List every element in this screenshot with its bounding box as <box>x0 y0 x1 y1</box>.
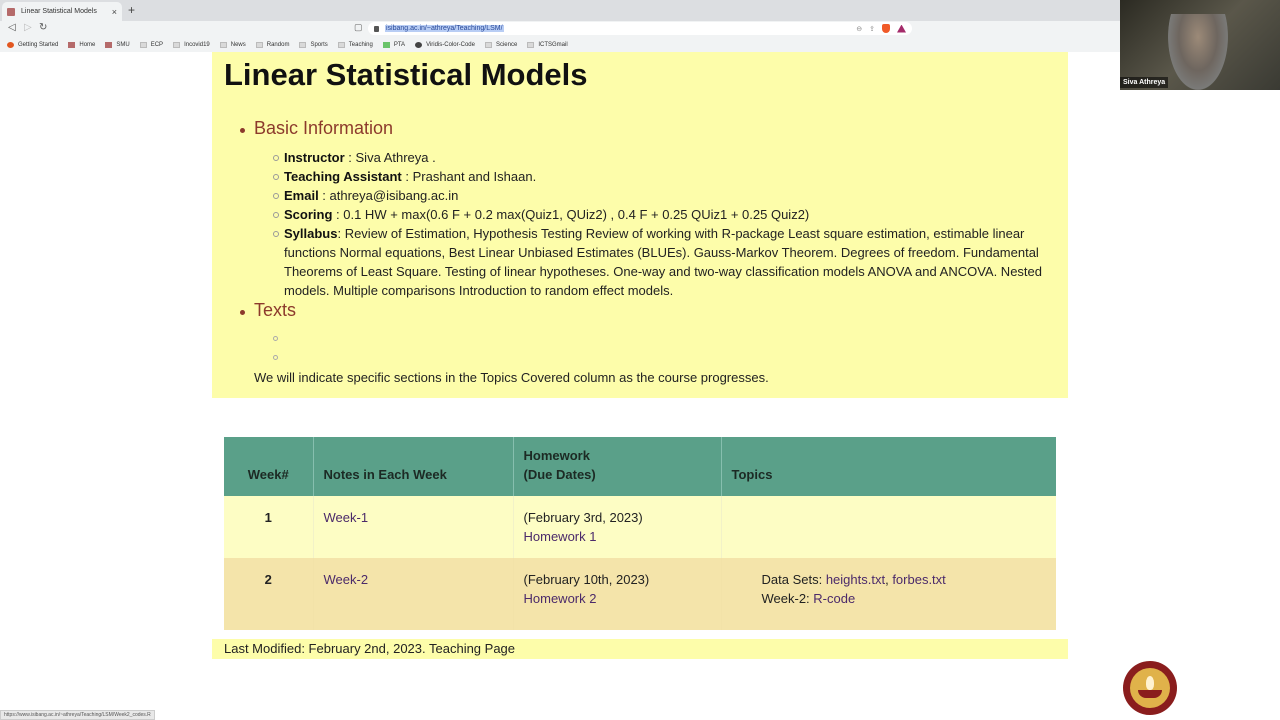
dataset-link-forbes[interactable]: forbes.txt <box>892 572 946 587</box>
bookmark-ecp[interactable]: ECP <box>140 42 163 48</box>
homework-cell <box>513 496 721 558</box>
ta-item: Teaching Assistant : Prashant and Ishaan. <box>284 167 1044 186</box>
header-notes: Notes in Each Week <box>313 437 513 496</box>
week-notes-link[interactable]: Week-2 <box>323 572 369 587</box>
zoom-icon[interactable]: ⊖ <box>856 25 863 33</box>
tab-strip <box>0 0 1120 21</box>
tab-title: Linear Statistical Models <box>21 8 97 15</box>
basic-info-list <box>284 148 1044 300</box>
back-icon[interactable]: ◁ <box>8 22 16 33</box>
lamp-emblem-icon <box>1130 668 1170 708</box>
texts-note: We will indicate specific sections in the Topics Covered column as the course progresses. <box>254 370 769 385</box>
table-row <box>224 558 1056 630</box>
notes-cell <box>313 558 513 630</box>
url-text[interactable]: isibang.ac.in/~athreya/Teaching/LSM/ <box>386 25 503 32</box>
link-status-url: https://www.isibang.ac.in/~athreya/Teaching/LSM/Week2_codes.R <box>0 710 155 720</box>
bullet-icon <box>240 128 245 133</box>
flame-icon <box>1146 676 1154 690</box>
bookmark-pta[interactable]: PTA <box>383 42 405 48</box>
address-bar[interactable] <box>368 22 912 35</box>
bookmark-icon <box>105 42 112 48</box>
forward-icon[interactable]: ▷ <box>24 22 32 33</box>
homework-cell <box>513 558 721 630</box>
participant-video <box>1168 14 1228 90</box>
bookmark-home[interactable]: Home <box>68 42 95 48</box>
bookmark-ictsgmail[interactable]: ICTSGmail <box>527 42 567 48</box>
browser-tab[interactable] <box>2 2 122 21</box>
browser-toolbar <box>0 21 1120 37</box>
bookmark-news[interactable]: News <box>220 42 246 48</box>
brave-rewards-icon[interactable] <box>897 25 906 33</box>
table-header-row <box>224 437 1056 496</box>
bookmark-random[interactable]: Random <box>256 42 290 48</box>
r-code-link[interactable]: R-code <box>813 591 856 606</box>
empty-list-bullet <box>273 336 278 341</box>
header-week: Week# <box>224 437 313 496</box>
topics-cell <box>721 496 1056 558</box>
section-heading-basic-info: Basic Information <box>254 118 394 138</box>
bookmark-sports[interactable]: Sports <box>299 42 327 48</box>
syllabus-item: Syllabus: Review of Estimation, Hypothesis Testing Review of working with R-package Least square estimation, estimable linear functions Normal equations, Best Linear Unbiased Estimates (BLUEs). Gauss-Markov Theorem. Degrees of freedom. Fundamental Theorems of Least Square. Testing of linear hypotheses. One-way and two-way classification models ANOVA and ANCOVA. Nested models. Multiple comparisons Introduction to random effect models. <box>284 226 1042 298</box>
schedule-table <box>224 437 1056 630</box>
bullet-icon <box>240 310 245 315</box>
bookmark-icon <box>68 42 75 48</box>
folder-icon <box>140 42 147 48</box>
due-date: (February 10th, 2023) <box>523 572 650 587</box>
institute-logo <box>1123 661 1177 715</box>
favicon-icon <box>7 8 15 16</box>
bookmark-getting-started[interactable]: Getting Started <box>7 42 58 48</box>
brave-shield-icon[interactable] <box>882 24 890 33</box>
bookmark-teaching[interactable]: Teaching <box>338 42 373 48</box>
bookmarks-bar <box>0 37 1120 52</box>
bookmark-smu[interactable]: SMU <box>105 42 129 48</box>
participant-name: Siva Athreya <box>1120 77 1168 88</box>
lamp-icon <box>1138 690 1162 698</box>
web-page <box>0 52 1120 720</box>
dataset-link-heights[interactable]: heights.txt <box>825 572 886 587</box>
scoring-item: Scoring : 0.1 HW + max(0.6 F + 0.2 max(Quiz1, QUiz2) , 0.4 F + 0.25 QUiz1 + 0.25 Quiz2) <box>284 205 1044 224</box>
section-heading-texts: Texts <box>254 300 297 320</box>
folder-icon <box>527 42 534 48</box>
instructor-item: Instructor : Siva Athreya . <box>284 148 1044 167</box>
empty-list-bullet <box>273 355 278 360</box>
bookmark-viridis[interactable]: Viridis-Color-Code <box>415 42 475 48</box>
reload-icon[interactable]: ↻ <box>39 22 48 33</box>
folder-icon <box>299 42 306 48</box>
page-title: Linear Statistical Models <box>224 57 588 92</box>
header-topics: Topics <box>721 437 1056 496</box>
header-homework: Homework (Due Dates) <box>513 437 721 496</box>
bookmark-page-icon[interactable]: ▢ <box>354 22 363 32</box>
table-row <box>224 496 1056 558</box>
code-label: Week-2: <box>761 591 814 606</box>
firefox-icon <box>7 42 14 48</box>
week-number: 2 <box>224 558 313 630</box>
lock-icon <box>374 26 379 32</box>
notes-cell <box>313 496 513 558</box>
bookmark-incovid19[interactable]: Incovid19 <box>173 42 210 48</box>
share-icon[interactable]: ⇪ <box>869 25 875 33</box>
folder-icon <box>485 42 492 48</box>
folder-icon <box>173 42 180 48</box>
last-modified-footer: Last Modified: February 2nd, 2023. Teaching Page <box>212 639 1068 659</box>
due-date: (February 3rd, 2023) <box>523 510 643 525</box>
topics-cell: Data Sets: heights.txt, forbes.txt Week-2: R-code <box>721 558 1056 630</box>
email-item: Email : athreya@isibang.ac.in <box>284 186 1044 205</box>
folder-icon <box>220 42 227 48</box>
globe-icon <box>415 42 422 48</box>
folder-icon <box>256 42 263 48</box>
bookmark-science[interactable]: Science <box>485 42 517 48</box>
week-notes-link[interactable]: Week-1 <box>323 510 369 525</box>
close-tab-icon[interactable]: × <box>111 6 117 17</box>
new-tab-button[interactable]: + <box>128 3 136 17</box>
bookmark-icon <box>383 42 390 48</box>
homework-link[interactable]: Homework 2 <box>523 591 597 606</box>
folder-icon <box>338 42 345 48</box>
datasets-label: Data Sets: <box>761 572 826 587</box>
week-number: 1 <box>224 496 313 558</box>
video-feed <box>1120 0 1280 90</box>
homework-link[interactable]: Homework 1 <box>523 529 597 544</box>
